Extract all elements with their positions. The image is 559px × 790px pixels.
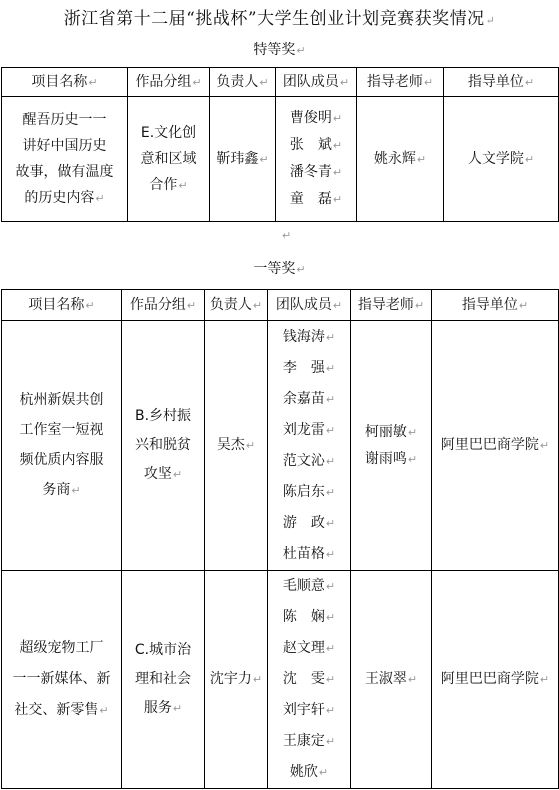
paragraph-mark: ↵ [296,44,306,57]
project-name-cell: 超级宠物工厂 一一新媒体、新 社交、新零售↵ [2,571,122,789]
header-leader: 负责人↵ [205,290,268,321]
page-title: 浙江省第十二届“挑战杯”大学生创业计划竞赛获奖情况↵ [63,9,496,29]
group-cell: B.乡村振 兴和脱贫 攻坚↵ [122,321,205,571]
award-table-special [1,67,559,222]
header-unit: 指导单位↵ [432,290,559,321]
paragraph-mark: ↵ [282,229,292,242]
header-advisor: 指导老师↵ [351,290,432,321]
header-leader: 负责人↵ [210,68,276,97]
project-name-cell: 醒吾历史一一 讲好中国历史 故事，做有温度 的历史内容↵ [2,97,128,222]
unit-cell: 阿里巴巴商学院↵ [432,571,559,789]
advisor-cell: 王淑翠↵ [351,571,432,789]
header-group: 作品分组↵ [128,68,210,97]
header-advisor: 指导老师↵ [357,68,444,97]
table-row [2,321,559,571]
section-title-special: 特等奖↵ [253,42,306,58]
header-project: 项目名称↵ [2,290,122,321]
members-cell: 毛顺意↵ 陈 娴↵ 赵文理↵ 沈 雯↵ 刘宇轩↵ 王康定↵ 姚欣↵ [268,571,351,789]
members-cell: 钱海涛↵ 李 强↵ 余嘉苗↵ 刘龙雷↵ 范文沁↵ 陈启东↵ 游 政↵ 杜苗格↵ [268,321,351,571]
award-table-first [1,289,559,789]
header-project: 项目名称↵ [2,68,128,97]
header-group: 作品分组↵ [122,290,205,321]
table-row [2,97,559,222]
leader-cell: 吴杰↵ [205,321,268,571]
section-title-first: 一等奖↵ [253,261,306,277]
advisor-cell: 柯丽敏↵ 谢雨鸣↵ [351,321,432,571]
group-cell: E.文化创 意和区域 合作↵ [128,97,210,222]
leader-cell: 靳玮鑫↵ [210,97,276,222]
header-members: 团队成员↵ [268,290,351,321]
advisor-cell: 姚永辉↵ [357,97,444,222]
paragraph-mark: ↵ [296,263,306,276]
group-cell: C.城市治 理和社会 服务↵ [122,571,205,789]
members-cell: 曹俊明↵ 张 斌↵ 潘冬青↵ 童 磊↵ [276,97,357,222]
header-unit: 指导单位↵ [444,68,559,97]
paragraph-mark: ↵ [485,14,496,27]
table-row [2,571,559,789]
unit-cell: 阿里巴巴商学院↵ [432,321,559,571]
table-header-row [2,68,559,97]
header-members: 团队成员↵ [276,68,357,97]
table-header-row [2,290,559,321]
project-name-cell: 杭州新娱共创 工作室一短视 频优质内容服 务商↵ [2,321,122,571]
unit-cell: 人文学院↵ [444,97,559,222]
leader-cell: 沈宇力↵ [205,571,268,789]
